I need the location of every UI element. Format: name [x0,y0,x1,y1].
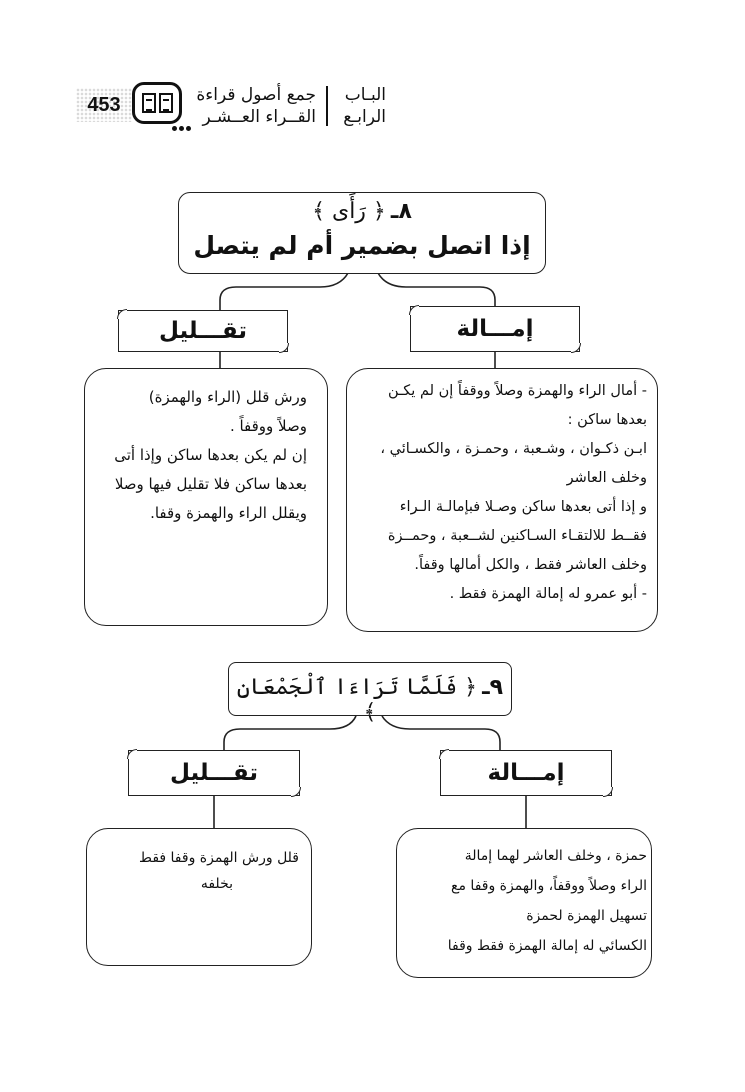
section8-taqlil-content [84,368,328,626]
section9-imala-line: الراء وصلاً ووقفاً، والهمزة وقفا مع [451,878,647,894]
section8-imala-box [410,306,580,352]
section8-imala-line: وخلف العاشر فقط ، والكل أمالها وقفاً. [414,557,647,573]
section8-taqlil-line: وصلاً ووقفاً . [229,417,307,435]
section8-imala-label: إمـــالة [456,316,534,342]
section9-imala-line: تسهيل الهمزة لحمزة [526,908,647,924]
section9-imala-content [396,828,652,978]
section9-imala-label: إمـــالة [487,760,565,786]
section8-number: ٨ـ [390,199,412,224]
section8-title-box [178,192,546,274]
section9-number: ٩ـ [482,675,504,700]
section9-imala-box [440,750,612,796]
section8-imala-line: و إذا أتى بعدها ساكن وصـلا فبإمالـة الـراء [399,499,647,515]
section9-heading [229,675,511,725]
series-title-line1: جمع أصول قراءة [196,85,316,105]
section8-quote: ﴿ رَأَى ﴾ [312,199,386,224]
section9-taqlil-content [86,828,312,966]
section9-taqlil-line: قلل ورش الهمزة وقفا فقط [139,850,299,866]
section8-taqlil-label: تقـــليل [158,318,248,344]
section8-imala-line: فقــط للالتقـاء السـاكنين لشــعبة ، وحمــزة [387,528,647,544]
series-title-line2: القــراء العــشـر [202,107,316,127]
section9-taqlil-box [128,750,300,796]
section9-imala-line: حمزة ، وخلف العاشر لهما إمالة [464,848,647,864]
section9-taqlil-label: تقـــليل [169,760,259,786]
section8-imala-content [346,368,658,632]
section8-imala-line: بعدها ساكن : [567,412,647,428]
chapter-line2: الرابـع [343,107,386,127]
section8-imala-line: - أبو عمرو له إمالة الهمزة فقط . [449,586,647,602]
section8-imala-line: ابـن ذكـوان ، وشـعبة ، وحمـزة ، والكسـائي ، [380,441,647,457]
section8-imala-line: وخلف العاشر [566,470,647,486]
section8-taqlil-line: إن لم يكن بعدها ساكن وإذا أتى [114,446,307,464]
section8-taqlil-line: ويقلل الراء والهمزة وقفا. [150,504,307,522]
section8-subtitle: إذا اتصل بضمير أم لم يتصل [193,231,531,260]
chapter-line1: البـاب [344,85,386,105]
section9-taqlil-line: بخلفه [200,876,233,892]
section8-taqlil-box [118,310,288,352]
section9-title-box [228,662,512,725]
section8-heading [179,199,545,224]
section8-taqlil-line: ورش قلل (الراء والهمزة) [148,388,307,406]
section9-quote: ﴿ فَلَمَّا تَرَاءَا ٱلْجَمْعَانِ ﴾ [236,675,478,725]
page-number: 453 [76,88,132,122]
section8-imala-line: - أمال الراء والهمزة وصلاً ووقفاً إن لم يكـن [388,383,647,399]
section8-taqlil-line: بعدها ساكن فلا تقليل فيها وصلا [114,475,307,493]
section9-imala-line: الكسائي له إمالة الهمزة فقط وقفا [447,938,647,954]
